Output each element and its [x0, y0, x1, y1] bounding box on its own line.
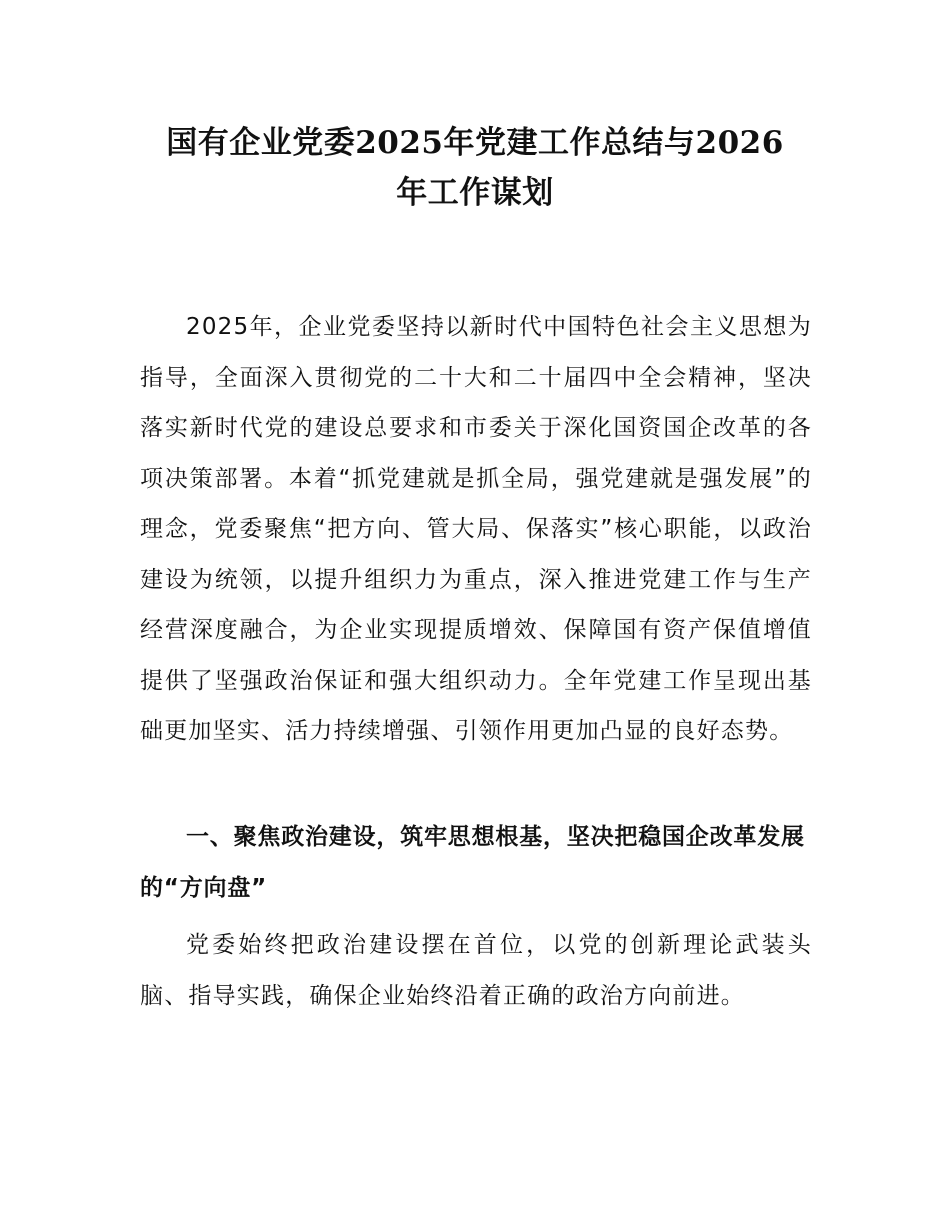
intro-paragraph: 2025年，企业党委坚持以新时代中国特色社会主义思想为指导，全面深入贯彻党的二十大和二十届四中全会精神，坚决落实新时代党的建设总要求和市委关于深化国资国企改革的各项决策部署。本着“抓党建就是抓全局，强党建就是强发展”的理念，党委聚焦“把方向、管大局、保落实”核心职能，以政治建设为统领，以提升组织力为重点，深入推进党建工作与生产经营深度融合，为企业实现提质增效、保障国有资产保值增值提供了坚强政治保证和强大组织动力。全年党建工作呈现出基础更加坚实、活力持续增强、引领作用更加凸显的良好态势。	[140, 314, 812, 744]
section-1-heading: 一、聚焦政治建设，筑牢思想根基，坚决把稳国企改革发展的“方向盘”	[140, 824, 805, 901]
document-title	[120, 118, 830, 218]
section-1-paragraph: 党委始终把政治建设摆在首位，以党的创新理论武装头脑、指导实践，确保企业始终沿着正确的政治方向前进。	[140, 932, 812, 1009]
title-line-2: 年工作谋划	[396, 175, 554, 211]
title-line-1: 国有企业党委2025年党建工作总结与2026	[166, 125, 784, 161]
